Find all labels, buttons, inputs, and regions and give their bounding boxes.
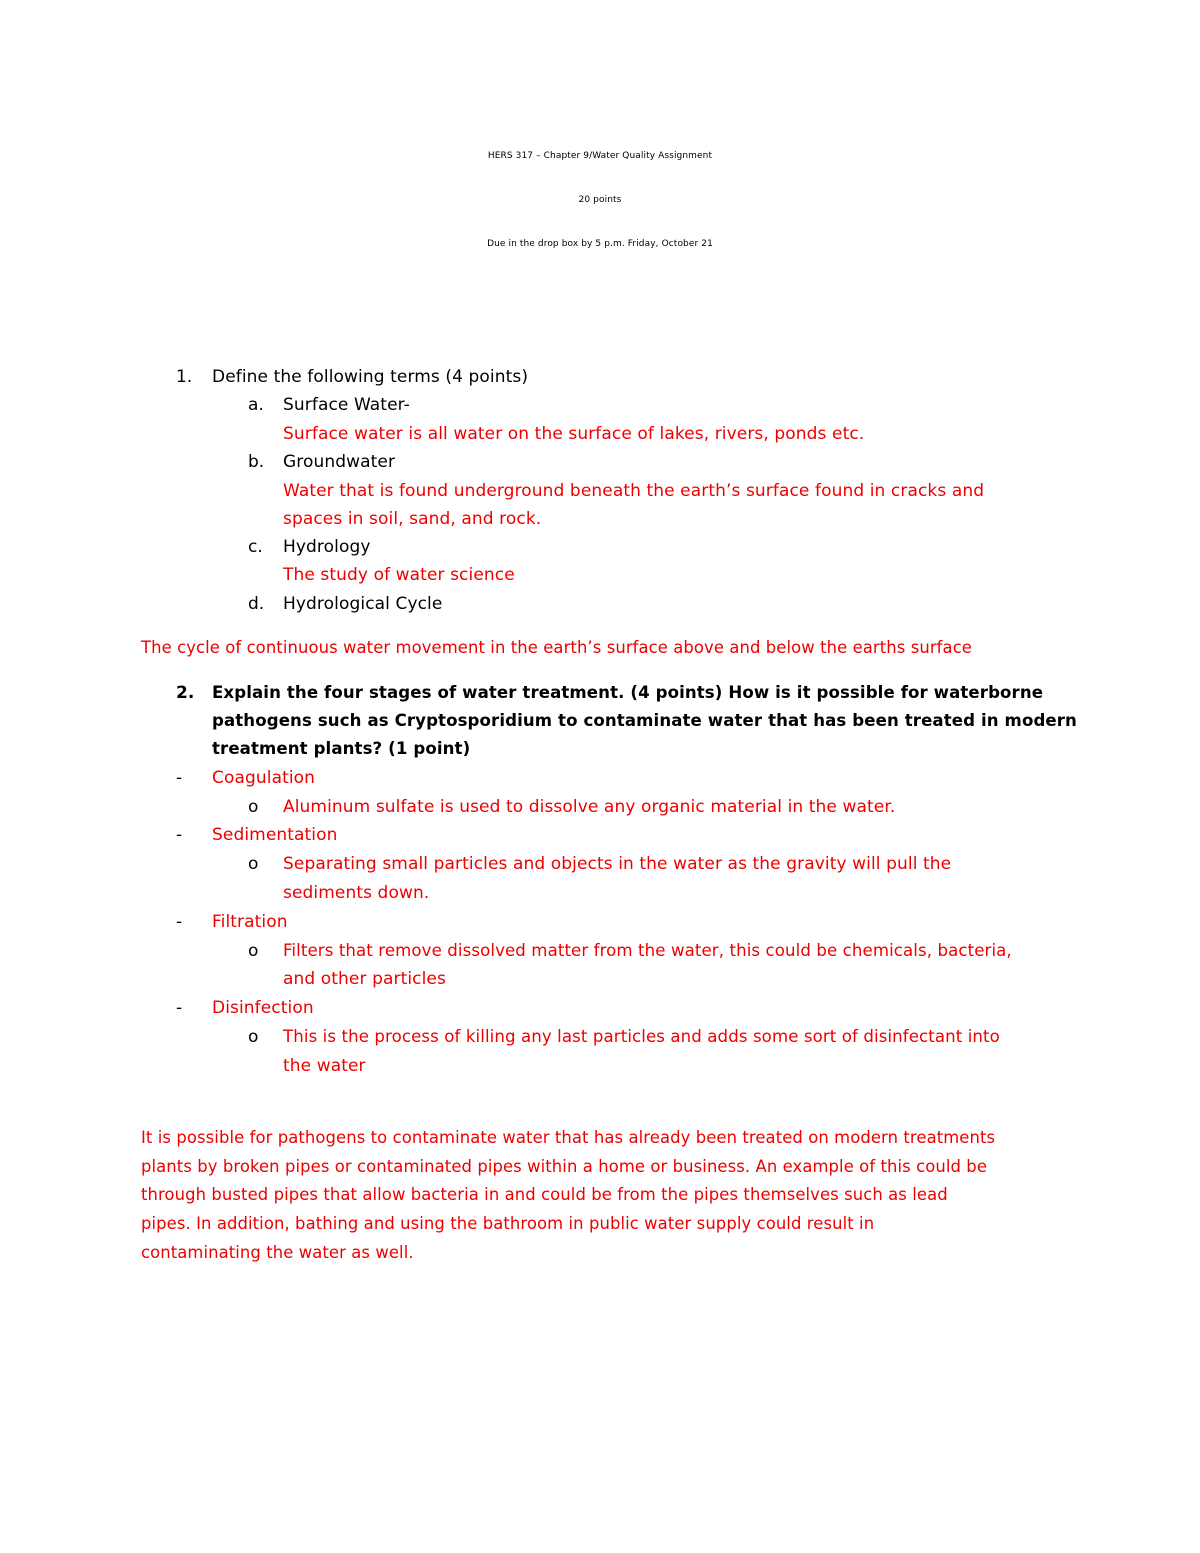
q1-d-term: Hydrological Cycle xyxy=(283,594,443,614)
q1-c-term: Hydrology xyxy=(283,537,371,557)
stage-sedimentation-detail-line2: sediments down. xyxy=(283,883,430,903)
q1-b-answer-line2: spaces in soil, sand, and rock. xyxy=(283,509,542,529)
stage-disinfection: Disinfection xyxy=(212,998,314,1018)
q1-cycle-answer: The cycle of continuous water movement in the earth’s surface above and below the earths surface xyxy=(141,638,972,657)
final-answer-line3: through busted pipes that allow bacteria in and could be from the pipes themselves such as lead xyxy=(141,1185,948,1204)
points-label: 20 points xyxy=(578,195,622,205)
stage-dash: - xyxy=(176,912,183,932)
stage-sedimentation: Sedimentation xyxy=(212,825,338,845)
q1-d-marker: d. xyxy=(248,594,265,614)
q1-prompt: Define the following terms (4 points) xyxy=(212,367,529,387)
final-answer-line1: It is possible for pathogens to contaminate water that has already been treated on modern treatments xyxy=(141,1128,996,1147)
stage-filtration-detail-line1: Filters that remove dissolved matter from the water, this could be chemicals, bacteria, xyxy=(283,941,1012,960)
final-answer-line2: plants by broken pipes or contaminated pipes within a home or business. An example of this could be xyxy=(141,1157,987,1176)
final-answer-line4: pipes. In addition, bathing and using the bathroom in public water supply could result in xyxy=(141,1214,875,1233)
due-date: Due in the drop box by 5 p.m. Friday, October 21 xyxy=(487,239,713,249)
q2-prompt-line3: treatment plants? (1 point) xyxy=(212,739,471,758)
stage-filtration-detail-line2: and other particles xyxy=(283,969,446,989)
q1-b-marker: b. xyxy=(248,452,265,472)
q1-number: 1. xyxy=(176,367,193,387)
stage-dash: - xyxy=(176,825,183,845)
stage-sedimentation-detail-line1: Separating small particles and objects in the water as the gravity will pull the xyxy=(283,854,952,874)
q1-a-marker: a. xyxy=(248,395,264,415)
q1-c-marker: c. xyxy=(248,537,263,557)
q1-c-answer: The study of water science xyxy=(283,565,515,585)
final-answer-line5: contaminating the water as well. xyxy=(141,1243,414,1262)
stage-disinfection-detail-line2: the water xyxy=(283,1056,366,1076)
q2-number: 2. xyxy=(176,683,195,703)
q1-b-answer-line1: Water that is found underground beneath the earth’s surface found in cracks and xyxy=(283,481,985,501)
stage-filtration: Filtration xyxy=(212,912,288,932)
stage-bullet: o xyxy=(248,941,259,961)
q2-prompt-line1: Explain the four stages of water treatment. (4 points) How is it possible for waterborne xyxy=(212,683,1044,702)
stage-bullet: o xyxy=(248,854,259,874)
stage-bullet: o xyxy=(248,797,259,817)
stage-dash: - xyxy=(176,768,183,788)
q2-prompt-line2: pathogens such as Cryptosporidium to contaminate water that has been treated in modern xyxy=(212,711,1077,730)
stage-dash: - xyxy=(176,998,183,1018)
stage-bullet: o xyxy=(248,1027,259,1047)
stage-coagulation-detail: Aluminum sulfate is used to dissolve any organic material in the water. xyxy=(283,797,896,817)
q1-a-term: Surface Water- xyxy=(283,395,410,415)
stage-coagulation: Coagulation xyxy=(212,768,316,788)
q1-a-answer: Surface water is all water on the surface of lakes, rivers, ponds etc. xyxy=(283,424,865,444)
stage-disinfection-detail-line1: This is the process of killing any last particles and adds some sort of disinfectant into xyxy=(283,1027,1000,1046)
q1-b-term: Groundwater xyxy=(283,452,396,472)
document-title: HERS 317 – Chapter 9/Water Quality Assignment xyxy=(487,151,713,161)
